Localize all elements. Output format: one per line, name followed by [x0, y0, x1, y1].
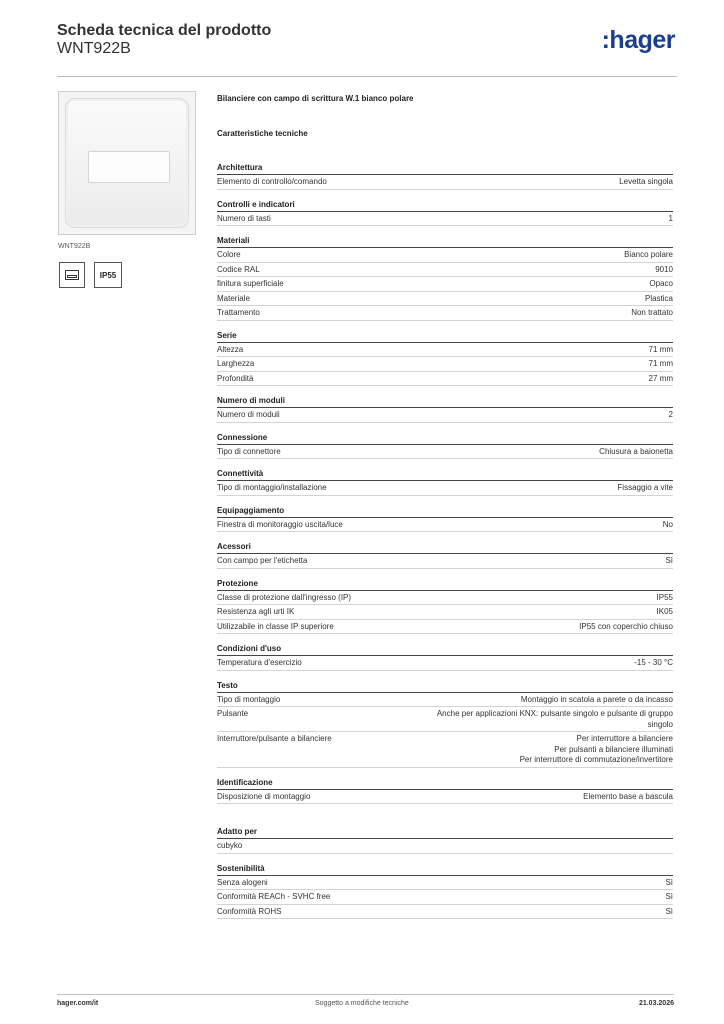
- spec-section: [217, 330, 673, 387]
- section-heading: Protezione: [217, 578, 673, 591]
- footer-note: Soggetto a modifiche tecniche: [315, 1000, 409, 1007]
- section-heading: Architettura: [217, 162, 673, 175]
- spec-value: Sì: [665, 556, 673, 565]
- label-window: [88, 151, 170, 183]
- spec-value: Levetta singola: [619, 177, 673, 186]
- section-heading: Materiali: [217, 235, 673, 248]
- spec-section: [217, 541, 673, 569]
- section-heading: Controlli e indicatori: [217, 199, 673, 212]
- spec-label: Disposizione di montaggio: [217, 791, 311, 801]
- spec-row: [217, 890, 673, 905]
- spec-row: [217, 693, 673, 708]
- spec-label: Utilizzabile in classe IP superiore: [217, 621, 334, 631]
- spec-label: cubyko: [217, 841, 243, 850]
- spec-label: Classe di protezione dall'ingresso (IP): [217, 592, 352, 602]
- spec-value: 2: [668, 410, 673, 419]
- spec-row: [217, 408, 673, 423]
- section-heading: Connettività: [217, 468, 673, 481]
- spec-section: [217, 468, 673, 496]
- spec-label: Colore: [217, 250, 241, 259]
- spec-row: [217, 707, 673, 732]
- spec-row: [217, 591, 673, 606]
- section-heading: Condizioni d'uso: [217, 643, 673, 656]
- spec-value: Sì: [665, 892, 673, 901]
- spec-sections: [217, 162, 673, 919]
- spec-section: [217, 235, 673, 321]
- spec-section: [217, 199, 673, 227]
- ip-rating-badge: IP55: [94, 262, 122, 288]
- spec-label: Elemento di controllo/comando: [217, 177, 327, 186]
- spec-value: -15 - 30 °C: [634, 658, 673, 667]
- section-heading: Serie: [217, 330, 673, 343]
- spec-value: IP55 con coperchio chiuso: [579, 621, 673, 631]
- spec-row: [217, 175, 673, 190]
- spec-label: Temperatura d'esercizio: [217, 658, 302, 667]
- spec-label: Senza alogeni: [217, 877, 268, 887]
- spec-label: Tipo di montaggio/installazione: [217, 483, 327, 492]
- spec-label: Trattamento: [217, 308, 260, 317]
- spec-label: Conformità REACh - SVHC free: [217, 892, 331, 901]
- spec-row: [217, 445, 673, 460]
- rocker-plate: [65, 98, 189, 228]
- section-heading: Testo: [217, 680, 673, 693]
- spec-value: Per interruttore a bilanciere Per pulsanti a bilanciere illuminati Per interruttore di commutazione/invertitore: [519, 734, 673, 764]
- section-heading: Connessione: [217, 432, 673, 445]
- section-heading: Numero di moduli: [217, 395, 673, 408]
- spec-value: Anche per applicazioni KNX: pulsante singolo e pulsante di gruppo singolo: [436, 709, 673, 729]
- spec-value: Opaco: [649, 279, 673, 288]
- product-code: WNT922B: [57, 40, 131, 57]
- spec-value: [242, 841, 673, 852]
- product-description: Bilanciere con campo di scrittura W.1 bianco polare: [217, 94, 414, 103]
- section-heading: Acessori: [217, 541, 673, 554]
- spec-value: Chiusura a baionetta: [599, 446, 673, 456]
- spec-row: [217, 790, 673, 805]
- spec-row: [217, 481, 673, 496]
- spec-label: Altezza: [217, 344, 244, 354]
- spec-value: Non trattato: [631, 308, 673, 317]
- spec-value: Bianco polare: [624, 250, 673, 259]
- spec-value: Fissaggio a vite: [617, 483, 673, 492]
- spec-label: Profondità: [217, 373, 254, 383]
- spec-label: Interruttore/pulsante a bilanciere: [217, 734, 332, 743]
- spec-label: Numero di tasti: [217, 213, 271, 223]
- spec-row: [217, 656, 673, 671]
- footer-website: hager.com/it: [57, 1000, 99, 1007]
- spec-value: IP55: [656, 592, 673, 602]
- spec-row: [217, 620, 673, 635]
- section-heading: Adatto per: [217, 826, 673, 839]
- product-image: [58, 91, 196, 235]
- spec-label: Conformità ROHS: [217, 906, 282, 916]
- spec-section: [217, 643, 673, 671]
- spec-value: 27 mm: [648, 373, 673, 383]
- spec-row: [217, 554, 673, 569]
- spec-row: [217, 343, 673, 358]
- spec-section: [217, 505, 673, 533]
- spec-value: 9010: [655, 264, 673, 274]
- page-title: Scheda tecnica del prodotto: [57, 22, 272, 39]
- spec-value: Elemento base a bascula: [583, 791, 673, 801]
- label-field-icon: [59, 262, 85, 288]
- spec-value: Plastica: [644, 293, 673, 303]
- spec-row: [217, 292, 673, 307]
- spec-section: [217, 162, 673, 190]
- spec-section: [217, 432, 673, 460]
- spec-row: [217, 263, 673, 278]
- spec-label: Con campo per l'etichetta: [217, 556, 308, 565]
- spec-row: [217, 839, 673, 854]
- spec-value: 1: [668, 213, 673, 223]
- spec-section: [217, 680, 673, 768]
- spec-section: [217, 578, 673, 635]
- spec-value: IK05: [656, 607, 673, 616]
- spec-row: [217, 212, 673, 227]
- spec-label: Tipo di connettore: [217, 446, 281, 456]
- spec-label: Materiale: [217, 293, 250, 303]
- spec-section: [217, 826, 673, 854]
- spec-row: [217, 372, 673, 387]
- page-footer: [57, 994, 674, 1015]
- spec-value: Montaggio in scatola a parete o da incasso: [520, 694, 673, 704]
- spec-label: Pulsante: [217, 709, 249, 718]
- section-heading: Identificazione: [217, 777, 673, 790]
- spec-content: [217, 94, 673, 919]
- spec-row: [217, 248, 673, 263]
- spec-value: 71 mm: [648, 344, 673, 354]
- spec-label: Codice RAL: [217, 264, 260, 274]
- hager-logo: :hager: [601, 26, 675, 54]
- spec-row: [217, 605, 673, 620]
- spec-section: [217, 777, 673, 805]
- spec-value: Sì: [665, 877, 673, 887]
- spec-value: Sì: [665, 906, 673, 916]
- footer-date: 21.03.2026: [638, 1000, 674, 1007]
- section-heading: Equipaggiamento: [217, 505, 673, 518]
- spec-label: Numero di moduli: [217, 410, 280, 419]
- spec-row: [217, 357, 673, 372]
- spec-section: [217, 395, 673, 423]
- spec-label: Resistenza agli urti IK: [217, 607, 295, 616]
- spec-value: 71 mm: [648, 359, 673, 368]
- spec-label: Larghezza: [217, 359, 255, 368]
- spec-section: [217, 863, 673, 920]
- spec-row: [217, 306, 673, 321]
- image-caption: WNT922B: [58, 243, 91, 250]
- spec-label: finitura superficiale: [217, 279, 284, 288]
- spec-label: Tipo di montaggio: [217, 694, 281, 704]
- spec-value: No: [662, 519, 673, 529]
- spec-label: Finestra di monitoraggio uscita/luce: [217, 519, 343, 529]
- spec-row: [217, 732, 673, 768]
- features-title: Caratteristiche tecniche: [217, 129, 308, 138]
- spec-row: [217, 876, 673, 891]
- section-heading: Sostenibilità: [217, 863, 673, 876]
- spec-row: [217, 905, 673, 920]
- spec-row: [217, 518, 673, 533]
- spec-row: [217, 277, 673, 292]
- page-header: [57, 18, 677, 77]
